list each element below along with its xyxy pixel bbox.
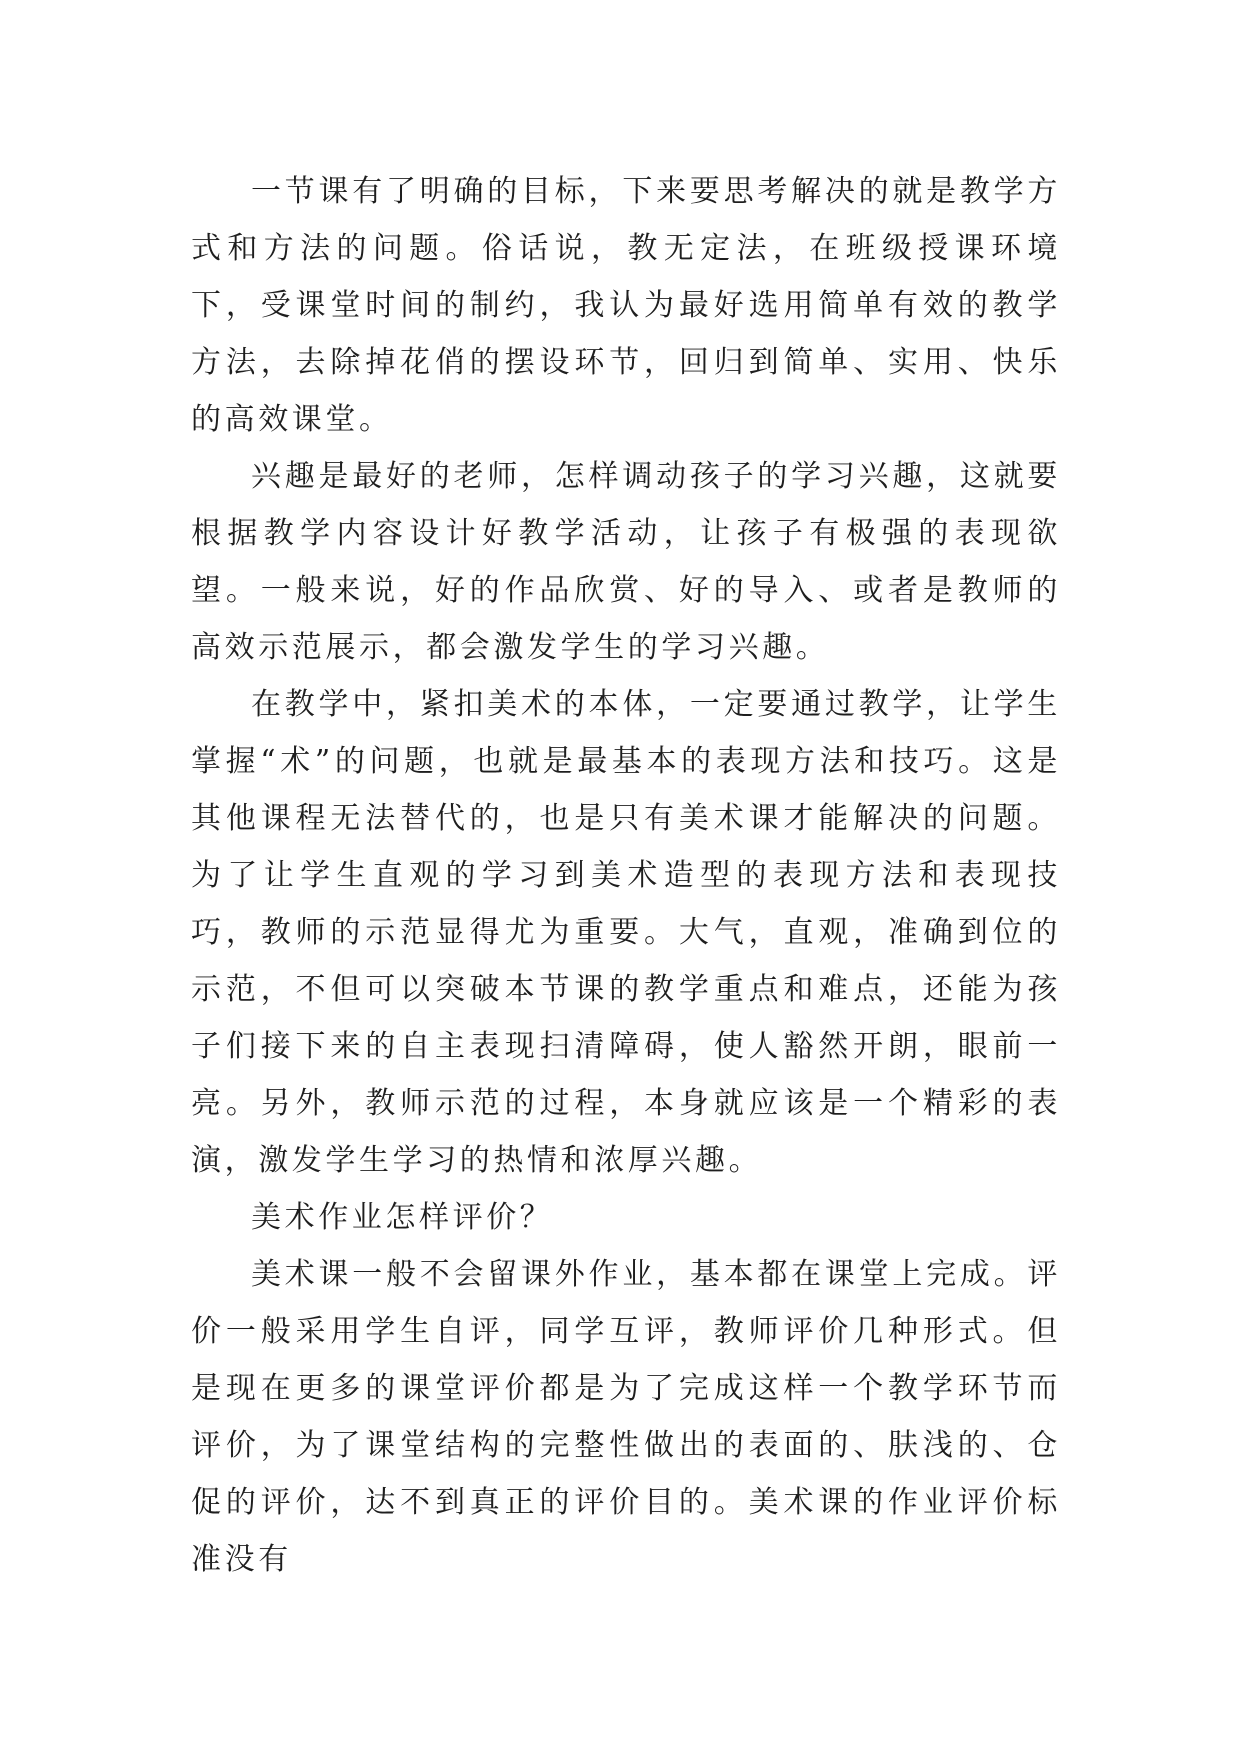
paragraph-teaching-methods: 一节课有了明确的目标，下来要思考解决的就是教学方式和方法的问题。俗话说，教无定法，在班级授课环境下，受课堂时间的制约，我认为最好选用简单有效的教学方法，去除掉花俏的摆设环节，回归到简单、实用、快乐的高效课堂。 — [191, 174, 1061, 437]
paragraph-demonstration: 在教学中，紧扣美术的本体，一定要通过教学，让学生掌握“术”的问题，也就是最基本的表现方法和技巧。这是其他课程无法替代的，也是只有美术课才能解决的问题。为了让学生直观的学习到美术造型的表现方法和表现技巧，教师的示范显得尤为重要。大气，直观，准确到位的示范，不但可以突破本节课的教学重点和难点，还能为孩子们接下来的自主表现扫清障碍，使人豁然开朗，眼前一亮。另外，教师示范的过程，本身就应该是一个精彩的表演，激发学生学习的热情和浓厚兴趣。 — [191, 687, 1061, 1178]
document-body — [191, 163, 1061, 1588]
paragraph-evaluation: 美术课一般不会留课外作业，基本都在课堂上完成。评价一般采用学生自评，同学互评，教师评价几种形式。但是现在更多的课堂评价都是为了完成这样一个教学环节而评价，为了课堂结构的完整性做出的表面的、肤浅的、仓促的评价，达不到真正的评价目的。美术课的作业评价标准没有 — [191, 1257, 1061, 1577]
paragraph-evaluation-question: 美术作业怎样评价？ — [251, 1200, 554, 1235]
paragraph-interest: 兴趣是最好的老师，怎样调动孩子的学习兴趣，这就要根据教学内容设计好教学活动，让孩子有极强的表现欲望。一般来说，好的作品欣赏、好的导入、或者是教师的高效示范展示，都会激发学生的学习兴趣。 — [191, 459, 1061, 665]
